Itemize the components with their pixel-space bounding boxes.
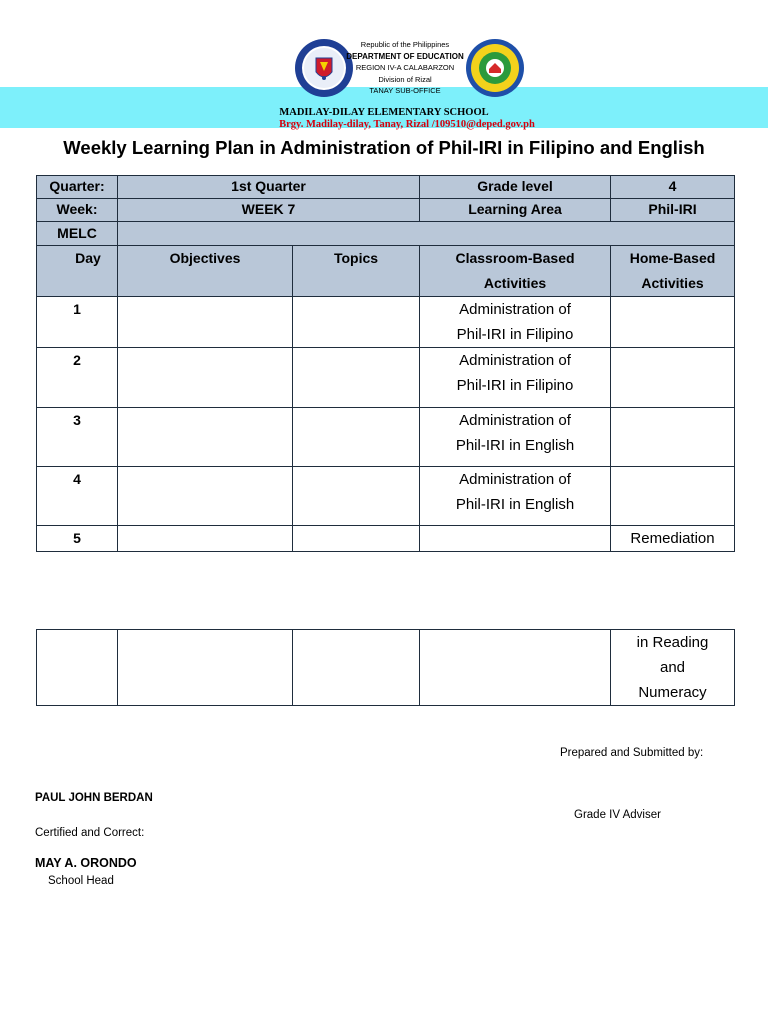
home-activity-cell xyxy=(611,348,735,408)
topics-cell xyxy=(293,408,420,467)
prepared-by-label: Prepared and Submitted by: xyxy=(560,747,704,759)
page-title: Weekly Learning Plan in Administration of Phil-IRI in Filipino and English xyxy=(63,137,705,158)
classroom-activity-cell xyxy=(420,297,611,348)
certified-label: Certified and Correct: xyxy=(35,827,145,839)
week-value: WEEK 7 xyxy=(118,199,420,222)
department-line: DEPARTMENT OF EDUCATION xyxy=(346,51,464,61)
objectives-cell xyxy=(118,297,293,348)
classroom-activity-cell xyxy=(420,526,611,552)
grade-level-label: Grade level xyxy=(420,176,611,199)
objectives-header: Objectives xyxy=(118,246,293,297)
home-activity-cell xyxy=(611,297,735,348)
table-row xyxy=(37,408,735,467)
learning-plan-table xyxy=(36,175,735,552)
continuation-line-3: Numeracy xyxy=(638,684,707,701)
day-header: Day xyxy=(37,246,118,297)
continuation-line-1: in Reading xyxy=(636,634,709,651)
continuation-line-2: and xyxy=(659,659,686,676)
classroom-activities-header xyxy=(420,246,611,297)
learning-area-value: Phil-IRI xyxy=(611,199,735,222)
melc-row xyxy=(37,222,735,246)
classroom-activity-cell xyxy=(420,630,611,706)
activity-line-1: Administration of xyxy=(459,352,571,369)
school-head-title: School Head xyxy=(48,875,114,887)
day-cell: 5 xyxy=(37,526,118,552)
teacher-title: Grade IV Adviser xyxy=(574,809,661,821)
day-cell: 1 xyxy=(37,297,118,348)
table-row xyxy=(37,526,735,552)
week-row xyxy=(37,199,735,222)
region-line: REGION IV-A CALABARZON xyxy=(355,63,455,72)
school-name: MADILAY-DILAY ELEMENTARY SCHOOL xyxy=(279,107,489,118)
sub-office-line: TANAY SUB-OFFICE xyxy=(369,86,441,95)
learning-area-label: Learning Area xyxy=(420,199,611,222)
week-label: Week: xyxy=(37,199,118,222)
quarter-label: Quarter: xyxy=(37,176,118,199)
division-line: Division of Rizal xyxy=(378,74,432,84)
topics-cell xyxy=(293,348,420,408)
home-header-line-1: Home-Based xyxy=(629,250,716,266)
topics-cell xyxy=(293,467,420,526)
table-row xyxy=(37,348,735,408)
continuation-table xyxy=(36,629,735,706)
objectives-cell xyxy=(118,526,293,552)
classroom-header-line-2: Activities xyxy=(483,275,547,291)
activity-line-1: Administration of xyxy=(459,301,571,318)
continuation-row xyxy=(37,630,735,706)
quarter-row xyxy=(37,176,735,199)
home-header-line-2: Activities xyxy=(641,275,704,291)
home-activity-cell xyxy=(611,408,735,467)
objectives-cell xyxy=(118,630,293,706)
day-cell: 2 xyxy=(37,348,118,408)
letterhead-text xyxy=(340,39,470,97)
topics-header: Topics xyxy=(293,246,420,297)
topics-cell xyxy=(293,526,420,552)
objectives-cell xyxy=(118,408,293,467)
table-row xyxy=(37,297,735,348)
school-address: Brgy. Madilay-dilay, Tanay, Rizal /109510@deped.gov.ph xyxy=(279,119,535,130)
classroom-activity-cell xyxy=(420,467,611,526)
home-activities-header xyxy=(611,246,735,297)
home-activity-cell xyxy=(611,630,735,706)
topics-cell xyxy=(293,630,420,706)
activity-line-2: Phil-IRI in Filipino xyxy=(456,326,574,343)
melc-label: MELC xyxy=(37,222,118,246)
quarter-value: 1st Quarter xyxy=(118,176,420,199)
column-header-row xyxy=(37,246,735,297)
school-head-name: MAY A. ORONDO xyxy=(35,856,137,870)
republic-line: Republic of the Philippines xyxy=(360,40,450,49)
activity-line-1: Administration of xyxy=(459,471,571,488)
grade-level-value: 4 xyxy=(611,176,735,199)
activity-line-1: Administration of xyxy=(459,412,571,429)
activity-line-2: Phil-IRI in English xyxy=(455,496,575,513)
teacher-name: PAUL JOHN BERDAN xyxy=(35,792,153,804)
objectives-cell xyxy=(118,348,293,408)
classroom-activity-cell xyxy=(420,408,611,467)
day-cell: 3 xyxy=(37,408,118,467)
activity-line-2: Phil-IRI in English xyxy=(455,437,575,454)
day-cell: 4 xyxy=(37,467,118,526)
objectives-cell xyxy=(118,467,293,526)
classroom-activity-cell xyxy=(420,348,611,408)
table-row xyxy=(37,467,735,526)
topics-cell xyxy=(293,297,420,348)
day-cell xyxy=(37,630,118,706)
classroom-header-line-1: Classroom-Based xyxy=(455,250,575,266)
home-activity-cell: Remediation xyxy=(611,526,735,552)
home-activity-cell xyxy=(611,467,735,526)
activity-line-2: Phil-IRI in Filipino xyxy=(456,377,574,394)
melc-value xyxy=(118,222,735,246)
school-seal-icon xyxy=(465,38,525,98)
